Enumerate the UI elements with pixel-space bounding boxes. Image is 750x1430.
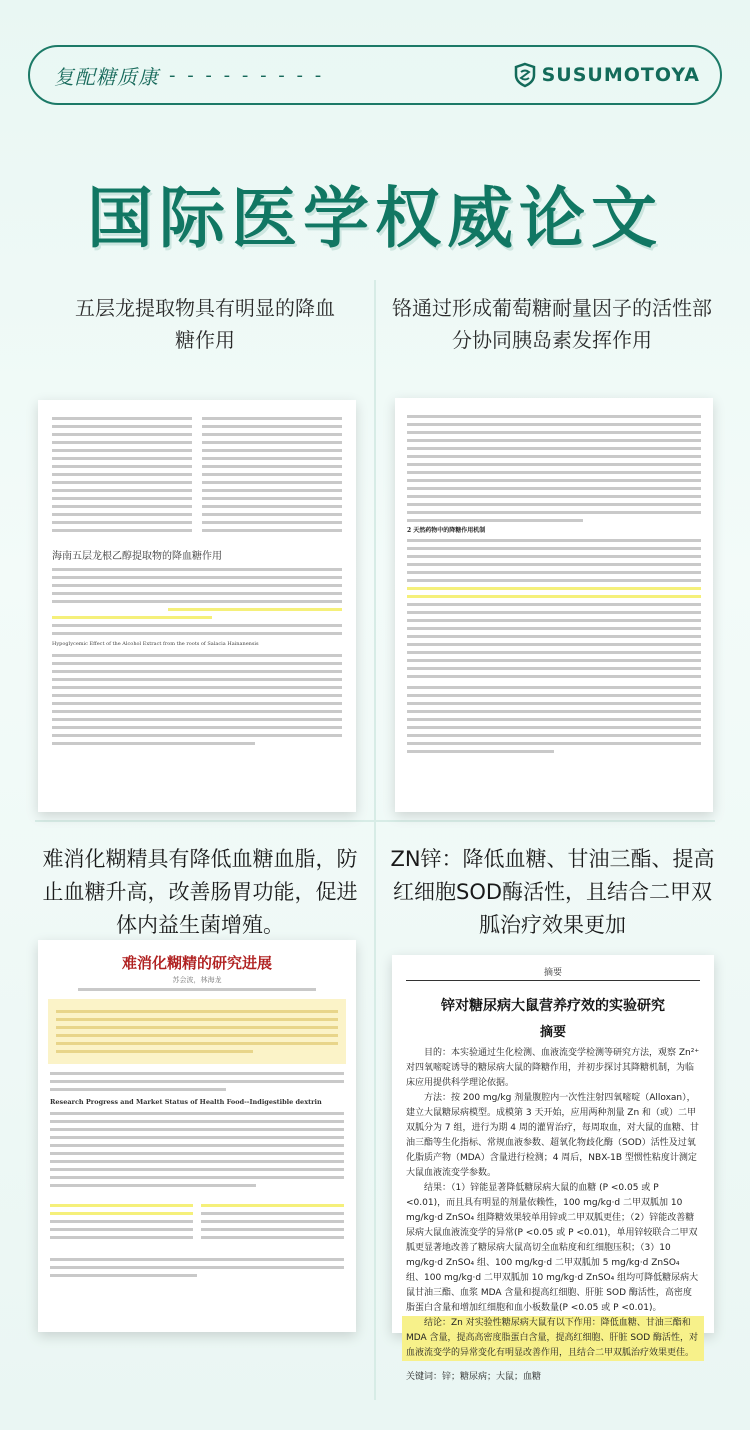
paper-en-title: Hypoglycemic Effect of the Alcohol Extract from the roots of Salacia Hainanensis: [52, 641, 259, 647]
header-bar: [28, 45, 722, 105]
page-title: 国际医学权威论文: [87, 180, 663, 257]
paper-chromium: [395, 398, 713, 812]
slogan: 复配糖质康: [54, 64, 159, 89]
paper-header: 摘要: [543, 968, 562, 978]
paper-zinc: [392, 955, 714, 1382]
paper-method: 方法：按 200 mg/kg 剂量腹腔内一次性注射四氧嘧啶（Alloxan），建立大鼠糖尿病模型。成模第 3 天开始，应用两种剂量 Zn 和（或）二甲双胍分为 7 组，进行为期 4 周的灌胃治疗，每周取血，对大鼠的血糖、甘油三酯等生化指标、常规血液参数、超氧化物歧化酶（SOD）活性及过氧化脂质产物（MDA）含量进行检测；4 周后，NBX-1B 型惯性粘度计测定大鼠血液流变学参数。: [406, 1093, 699, 1178]
brand-logo: [514, 63, 700, 87]
paper-title: 锌对糖尿病大鼠营养疗效的实验研究: [441, 998, 665, 1014]
paper-purpose: 目的：本实验通过生化检测、血液流变学检测等研究方法，观察 Zn²⁺对四氧嘧啶诱导的糖尿病大鼠的降糖作用，并初步探讨其降糖机制，为临床应用提供科学理论依据。: [406, 1048, 700, 1088]
paper-abstract: [48, 999, 346, 1064]
caption-bottom-left: 难消化糊精具有降低血糖血脂，防止血糖升高，改善肠胃功能，促进体内益生菌增殖。: [42, 847, 358, 937]
paper-dextrin: [38, 940, 356, 1332]
paper-conclusion: 结论：Zn 对实验性糖尿病大鼠有以下作用：降低血糖、甘油三酯和 MDA 含量，提高高密度脂蛋白含量，提高红细胞、肝脏 SOD 酶活性，对血液流变学的异常变化有明显改善作用，且结合二甲双胍治疗效果更佳。: [402, 1316, 704, 1361]
paper-en-title: Research Progress and Market Status of Health Food--Indigestible dextrin: [50, 1098, 322, 1106]
caption-top-right: 铬通过形成葡萄糖耐量因子的活性部分协同胰岛素发挥作用: [392, 296, 712, 352]
divider-vertical: [374, 280, 376, 1400]
caption-bottom-right: ZN锌：降低血糖、甘油三酯、提高红细胞SOD酶活性，且结合二甲双胍治疗效果更加: [390, 847, 715, 937]
paper-title: 难消化糊精的研究进展: [121, 954, 272, 972]
slogan-dashes: - - - - - - - - -: [169, 64, 325, 86]
brand-name: SUSUMOTOYA: [541, 64, 700, 86]
paper-keywords: 关键词：锌；糖尿病；大鼠；血糖: [406, 1372, 542, 1382]
caption-top-left: 五层龙提取物具有明显的降血糖作用: [75, 296, 335, 352]
divider-horizontal: [35, 820, 715, 822]
paper-subtitle: 摘要: [539, 1025, 566, 1040]
paper-result: 结果：（1）锌能显著降低糖尿病大鼠的血糖 (P <0.05 或 P <0.01)，而且具有明显的剂量依赖性，100 mg/kg·d 二甲双胍加 10 mg/kg·d ZnSO₄ 组降糖效果较单用锌或二甲双胍更佳；（2）锌能改善糖尿病大鼠血液流变学的异常(P <0.05 或 P <0.01)，单用锌较联合二甲双胍更显著地改善了糖尿病大鼠高切全血粘度和红细胞压积；（3）10 mg/kg·d ZnSO₄ 组、100 mg/kg·d 二甲双胍加 5 mg/kg·d ZnSO₄ 组、100 mg/kg·d 二甲双胍加 10 mg/kg·d ZnSO₄ 组均可降低糖尿病大鼠甘油三酯、血浆 MDA 含量和提高红细胞、肝脏 SOD 酶活性，高密度脂蛋白含量和增加红细胞和血小板数量(P <0.05 或 P <0.01)。: [406, 1183, 699, 1313]
paper-authors: 苏会波，林海龙: [172, 976, 222, 984]
paper-title: 海南五层龙根乙醇提取物的降血糖作用: [52, 551, 222, 562]
section-heading: 2 天然药物中的降糖作用机制: [407, 527, 486, 534]
shield-icon: [514, 63, 536, 87]
paper-salacia: [38, 400, 356, 812]
